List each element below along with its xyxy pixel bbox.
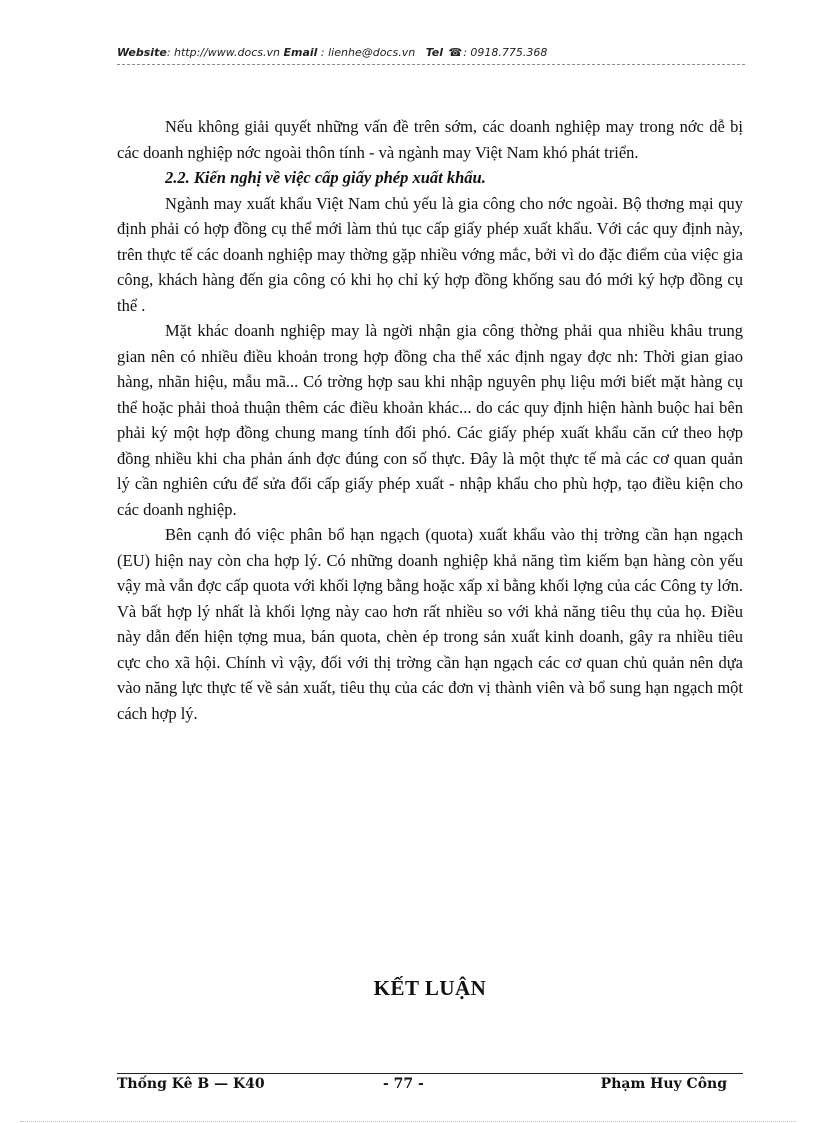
website-value: : http://www.docs.vn [166, 46, 280, 59]
phone-icon: ☎ [448, 46, 463, 59]
paragraph-2: Ngành may xuất khẩu Việt Nam chủ yếu là gia công cho nớc ngoài. Bộ thơng mại quy định phải có hợp đồng cụ thể mới làm thủ tục cấp giấy phép xuất khẩu. Với các quy định này, trên thực tế các doanh nghiệp may thờng gặp nhiều vớng mắc, bởi vì do đặc điểm của việc gia công, khách hàng đến gia công có khi họ chỉ ký hợp đồng khống sau đó mới ký hợp đồng cụ thể . [117, 193, 743, 315]
footer-author: Phạm Huy Công [600, 1076, 727, 1092]
conclusion-title: KẾT LUẬN [373, 976, 487, 1000]
email-value: : lienhe@docs.vn [320, 46, 416, 59]
paragraph-1: Nếu không giải quyết những vấn đề trên sớm, các doanh nghiệp may trong nớc dễ bị các doanh nghiệp nớc ngoài thôn tính - và ngành may Việt Nam khó phát triển. [117, 117, 743, 162]
document-body [117, 114, 743, 726]
tel-value: : 0918.775.368 [463, 46, 548, 59]
page-footer [117, 1076, 743, 1098]
page-bottom-edge [20, 1121, 796, 1122]
website-label: Website [117, 46, 167, 59]
footer-class-label: Thống Kê B — K40 [117, 1076, 265, 1092]
paragraph-4: Bên cạnh đó việc phân bổ hạn ngạch (quota) xuất khẩu vào thị trờng cần hạn ngạch (EU) hiện nay còn cha hợp lý. Có những doanh nghiệp khả năng tìm kiếm bạn hàng còn yếu vậy mà vẫn đợc cấp quota với khối lợng bằng hoặc xấp xỉ bằng khối lợng của các Công ty lớn. Và bất hợp lý nhất là khối lợng này cao hơn rất nhiều so với khả năng tiêu thụ của họ. Điều này dẫn đến hiện tợng mua, bán quota, chèn ép trong sản xuất kinh doanh, gây ra nhiều tiêu cực cho xã hội. Chính vì vậy, đối với thị trờng cần hạn ngạch các cơ quan chủ quản nên dựa vào năng lực thực tế về sản xuất, tiêu thụ của các đơn vị thành viên và bổ sung hạn ngạch một cách hợp lý. [117, 525, 743, 723]
page-number: - 77 - [383, 1076, 424, 1092]
section-heading: 2.2. Kiến nghị về việc cấp giấy phép xuất khẩu. [165, 168, 486, 187]
email-label: Email [283, 46, 318, 59]
footer-divider [117, 1073, 743, 1074]
tel-label: Tel [425, 46, 444, 59]
page-header [117, 44, 745, 65]
paragraph-3: Mặt khác doanh nghiệp may là ngời nhận gia công thờng phải qua nhiều khâu trung gian nên có nhiều điều khoản trong hợp đồng cha thể xác định ngay đợc nh: Thời gian giao hàng, nhãn hiệu, mẫu mã... Có trờng hợp sau khi nhập nguyên phụ liệu mới biết mặt hàng cụ thể hoặc phải thoả thuận thêm các điều khoản khác... do các quy định hiện hành buộc hai bên phải ký một hợp đồng chung mang tính đối phó. Các giấy phép xuất khẩu căn cứ theo hợp đồng nhiều khi cha phản ánh đợc đúng con số thực. Đây là một thực tế mà các cơ quan quản lý cần nghiên cứu để sửa đổi cấp giấy phép xuất - nhập khẩu cho phù hợp, tạo điều kiện cho các doanh nghiệp. [117, 321, 743, 519]
